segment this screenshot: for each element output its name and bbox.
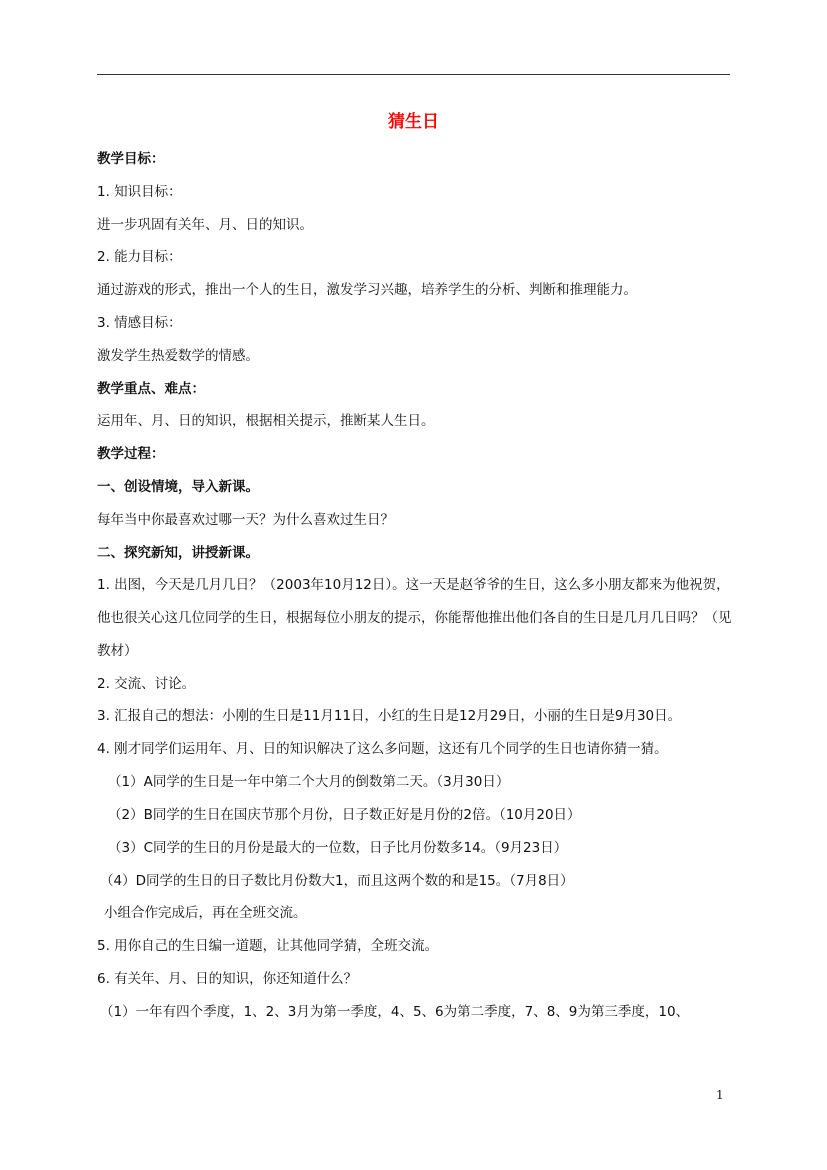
goal-1-text: 进一步巩固有关年、月、日的知识。: [97, 216, 313, 233]
key-points-text: 运用年、月、日的知识，根据相关提示，推断某人生日。: [97, 413, 435, 430]
goal-2-heading: 2. 能力目标：: [97, 249, 182, 266]
header-rule: [97, 74, 730, 75]
page-number: 1: [716, 1088, 724, 1102]
riddle-b: （2）B同学的生日在国庆节那个月份，日子数正好是月份的2倍。（10月20日）: [108, 806, 581, 823]
section-2-heading: 二、探究新知，讲授新课。: [97, 544, 259, 561]
riddle-d: （4）D同学的生日的日子数比月份数大1，而且这两个数的和是15。（7月8日）: [100, 872, 574, 889]
riddle-a: （1）A同学的生日是一年中第二个大月的倒数第二天。（3月30日）: [108, 774, 510, 791]
paragraph-6: 6. 有关年、月、日的知识，你还知道什么？: [97, 970, 358, 987]
document-title: 猜生日: [388, 112, 439, 132]
paragraph-3: 3. 汇报自己的想法：小刚的生日是11月11日，小红的生日是12月29日，小丽的生日是9月30日。: [97, 708, 682, 725]
paragraph-5: 5. 用你自己的生日编一道题，让其他同学猜，全班交流。: [97, 938, 439, 955]
paragraph-6-item-1: （1）一年有四个季度，1、2、3月为第一季度，4、5、6为第二季度，7、8、9为第三季度，10、: [100, 1003, 690, 1020]
paragraph-4: 4. 刚才同学们运用年、月、日的知识解决了这么多问题，这还有几个同学的生日也请你猜一猜。: [97, 741, 668, 758]
heading-teaching-goals: 教学目标：: [97, 151, 165, 167]
goal-1-heading: 1. 知识目标：: [97, 183, 182, 200]
heading-key-points: 教学重点、难点：: [97, 380, 205, 397]
heading-teaching-process: 教学过程：: [97, 446, 165, 463]
riddle-c: （3）C同学的生日的月份是最大的一位数，日子比月份数多14。（9月23日）: [108, 839, 568, 856]
section-1-heading: 一、创设情境，导入新课。: [97, 478, 259, 495]
goal-2-text: 通过游戏的形式，推出一个人的生日，激发学习兴趣，培养学生的分析、判断和推理能力。: [97, 282, 637, 299]
goal-3-heading: 3. 情感目标：: [97, 314, 182, 331]
document-body: [97, 148, 737, 1034]
paragraph-1: 1. 出图，今天是几月几日？（2003年10月12日）。这一天是赵爷爷的生日，这么多小朋友都来为他祝贺，他也很关心这几位同学的生日，根据每位小朋友的提示，你能帮他推出他们各自的生日是几月几日吗？（见教材）: [97, 576, 732, 659]
goal-3-text: 激发学生热爱数学的情感。: [97, 347, 259, 364]
section-1-text: 每年当中你最喜欢过哪一天？为什么喜欢过生日？: [97, 511, 394, 528]
group-work-note: 小组合作完成后，再在全班交流。: [104, 905, 307, 922]
paragraph-2: 2. 交流、讨论。: [97, 675, 196, 692]
